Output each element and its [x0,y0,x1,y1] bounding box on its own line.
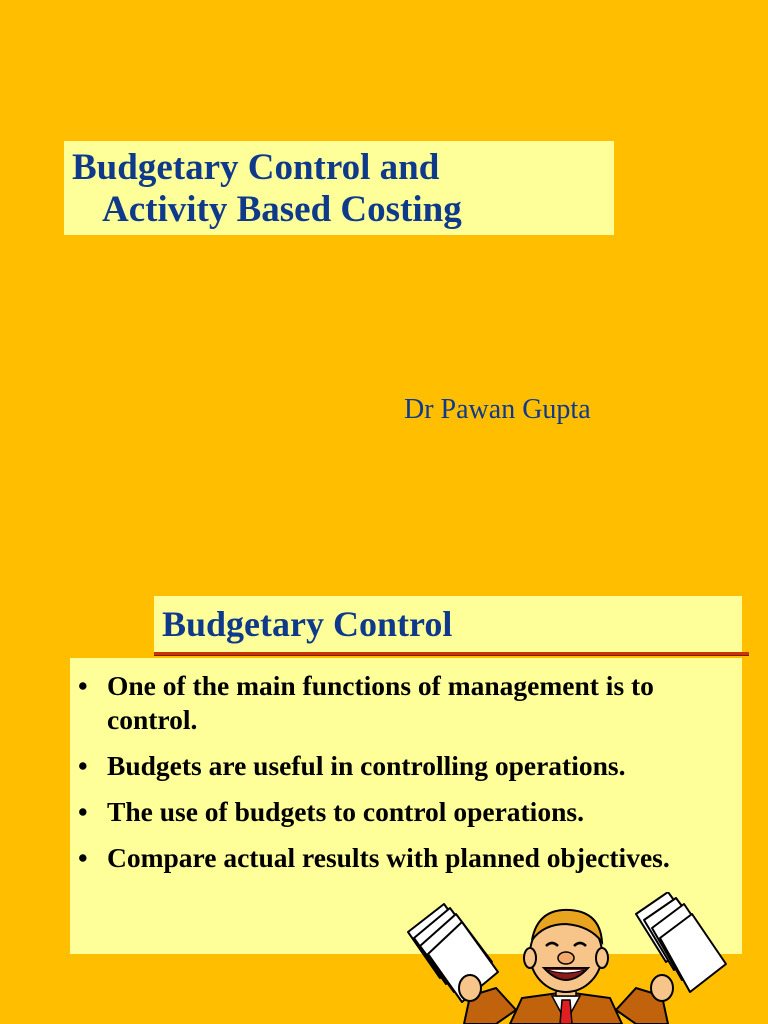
heading-underline [154,652,749,655]
title-line-1: Budgetary Control and [72,147,440,188]
bullet-dot-icon: • [78,750,88,781]
bullet-item [78,841,732,875]
bullet-text: One of the main functions of management is to control. [107,670,654,735]
bullet-item [78,749,732,783]
bullet-dot-icon: • [78,670,88,701]
bullet-text: The use of budgets to control operations. [107,796,584,827]
slide-heading: Budgetary Control [154,596,742,652]
businessman-holding-papers-icon [400,892,730,1024]
bullet-item [78,795,732,829]
bullet-text: Compare actual results with planned objectives. [107,842,670,873]
title-box [64,141,614,235]
author-name: Dr Pawan Gupta [404,394,591,425]
bullet-dot-icon: • [78,796,88,827]
bullet-item [78,669,732,737]
bullet-text: Budgets are useful in controlling operations. [107,750,626,781]
bullet-list [78,669,732,875]
title-line-2: Activity Based Costing [102,189,462,230]
slide-budgetary-control [0,576,768,1024]
bullet-dot-icon: • [78,842,88,873]
